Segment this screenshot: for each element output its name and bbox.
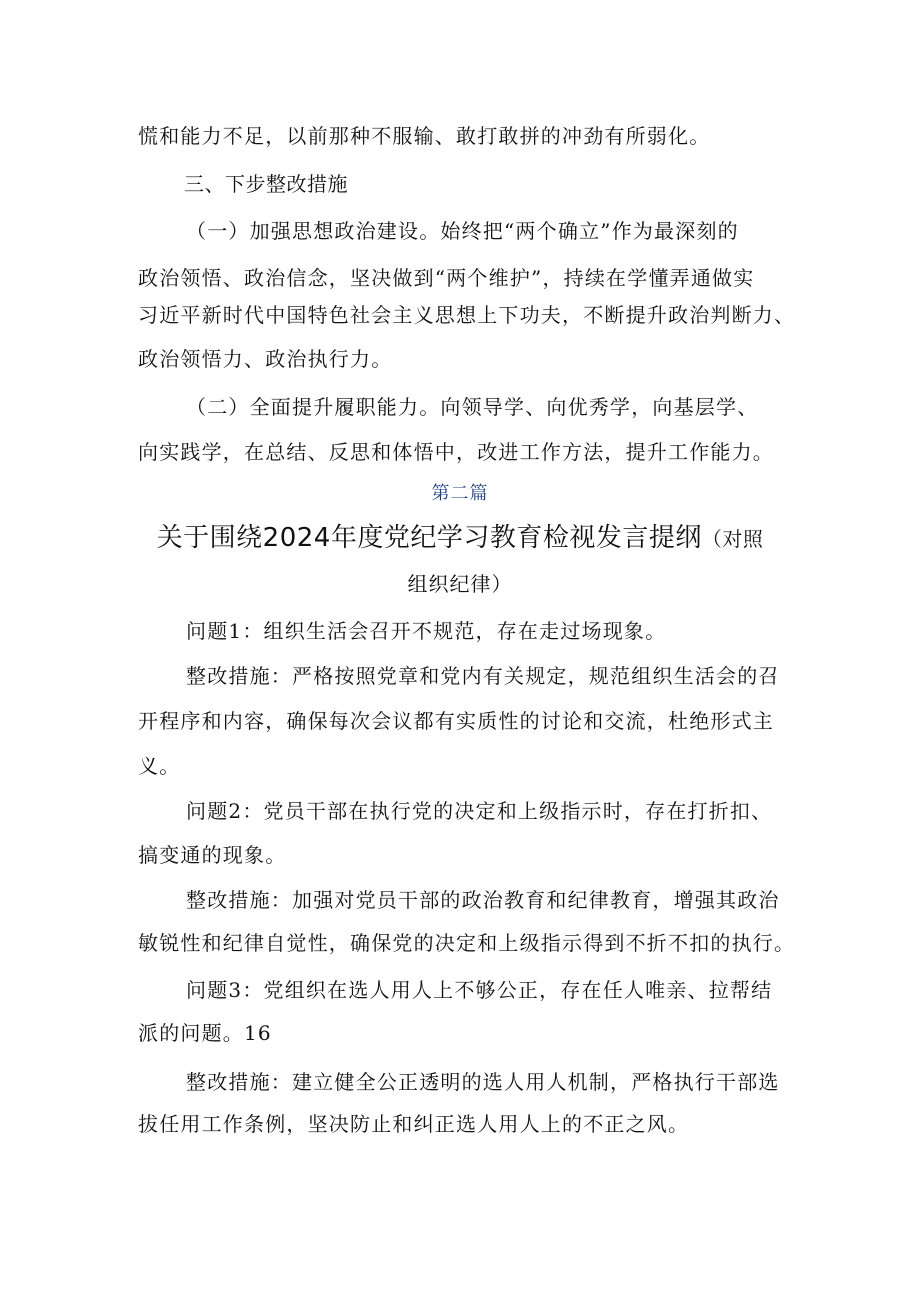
paragraph-line: 慌和能力不足，以前那种不服输、敢打敢拼的冲劲有所弱化。 bbox=[138, 124, 711, 148]
section-heading: 三、下步整改措施 bbox=[184, 172, 348, 196]
measure-line: 义。 bbox=[138, 754, 181, 778]
document-title-line2: 组织纪律） bbox=[407, 572, 513, 596]
issue-line: 问题1：组织生活会召开不规范，存在走过场现象。 bbox=[186, 619, 667, 643]
title-main: 关于围绕2024年度党纪学习教育检视发言提纲 bbox=[156, 523, 702, 553]
document-title bbox=[0, 521, 920, 556]
paragraph-line: 向实践学，在总结、反思和体悟中，改进工作方法，提升工作能力。 bbox=[138, 440, 774, 464]
measure-line: 整改措施：建立健全公正透明的选人用人机制，严格执行干部选 bbox=[186, 1070, 780, 1094]
title-paren: （对照 bbox=[701, 527, 764, 551]
paragraph-line: （一）加强思想政治建设。始终把“两个确立”作为最深刻的 bbox=[186, 219, 739, 243]
issue-line: 问题3：党组织在选人用人上不够公正，存在任人唯亲、拉帮结 bbox=[186, 978, 773, 1002]
measure-line: 敏锐性和纪律自觉性，确保党的决定和上级指示得到不折不扣的执行。 bbox=[138, 931, 796, 955]
issue-line: 派的问题。16 bbox=[138, 1021, 272, 1045]
paragraph-line: （二）全面提升履职能力。向领导学、向优秀学，向基层学、 bbox=[186, 395, 759, 419]
measure-line: 开程序和内容，确保每次会议都有实质性的讨论和交流，杜绝形式主 bbox=[138, 709, 774, 733]
measure-line: 拔任用工作条例，坚决防止和纠正选人用人上的不正之风。 bbox=[138, 1112, 690, 1136]
measure-line: 整改措施：严格按照党章和党内有关规定，规范组织生活会的召 bbox=[186, 664, 780, 688]
chapter-label: 第二篇 bbox=[431, 483, 489, 504]
paragraph-line: 政治领悟力、政治执行力。 bbox=[138, 347, 393, 371]
issue-line: 问题2：党员干部在执行党的决定和上级指示时，存在打折扣、 bbox=[186, 799, 773, 823]
paragraph-line: 习近平新时代中国特色社会主义思想上下功夫，不断提升政治判断力、 bbox=[138, 303, 796, 327]
measure-line: 整改措施：加强对党员干部的政治教育和纪律教育，增强其政治 bbox=[186, 888, 780, 912]
issue-line: 搞变通的现象。 bbox=[138, 843, 287, 867]
paragraph-line: 政治领悟、政治信念，坚决做到“两个维护”，持续在学懂弄通做实 bbox=[138, 266, 755, 290]
